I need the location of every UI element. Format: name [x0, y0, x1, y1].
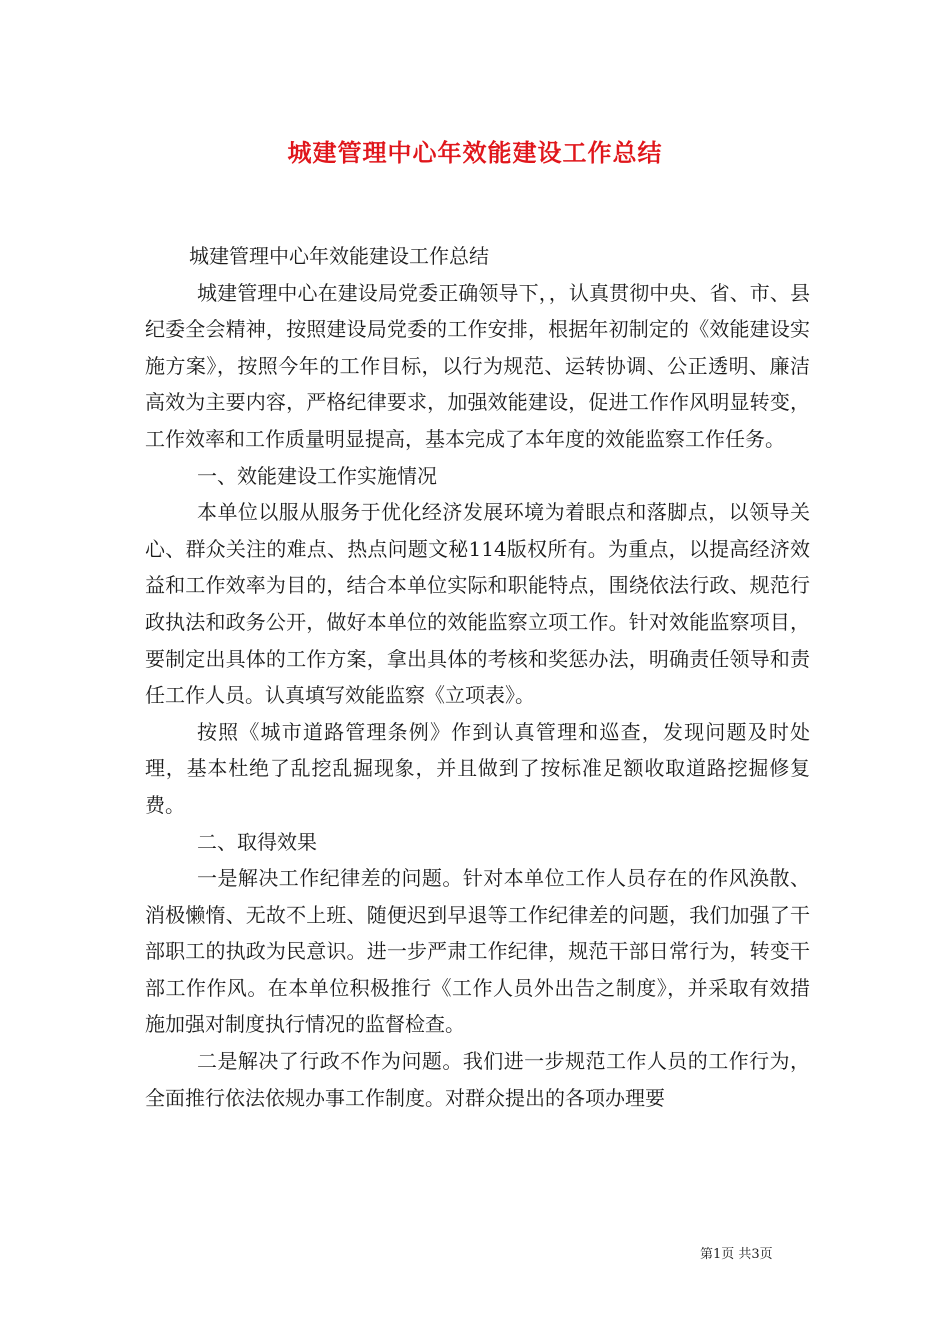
document-title: 城建管理中心年效能建设工作总结	[287, 139, 663, 167]
paragraph-intro: 城建管理中心在建设局党委正确领导下，，认真贯彻中央、省、市、县纪委全会精神，按照建设局党委的工作安排，根据年初制定的《效能建设实施方案》，按照今年的工作目标，以行为规范、运转协调、公正透明、廉洁高效为主要内容，严格纪律要求，加强效能建设，促进工作作风明显转变，工作效率和工作质量明显提高，基本完成了本年度的效能监察工作任务。	[145, 280, 810, 451]
section-heading-2: 二、取得效果	[197, 829, 317, 854]
paragraph-section-1: 本单位以服从服务于优化经济发展环境为着眼点和落脚点，以领导关心、群众关注的难点、热点问题文秘114版权所有。为重点，以提高经济效益和工作效率为目的，结合本单位实际和职能特点，围绕依法行政、规范行政执法和政务公开，做好本单位的效能监察立项工作。针对效能监察项目，要制定出具体的工作方案，拿出具体的考核和奖惩办法，明确责任领导和责任工作人员。认真填写效能监察《立项表》。	[145, 500, 810, 708]
paragraph-discipline: 一是解决工作纪律差的问题。针对本单位工作人员存在的作风涣散、消极懒惰、无故不上班、随便迟到早退等工作纪律差的问题，我们加强了干部职工的执政为民意识。进一步严肃工作纪律，规范干部日常行为，转变干部工作作风。在本单位积极推行《工作人员外出告之制度》，并采取有效措施加强对制度执行情况的监督检查。	[145, 866, 810, 1037]
document-body	[145, 238, 810, 1116]
paragraph-administration: 二是解决了行政不作为问题。我们进一步规范工作人员的工作行为，全面推行依法依规办事工作制度。对群众提出的各项办理要	[145, 1049, 810, 1110]
document-subtitle: 城建管理中心年效能建设工作总结	[189, 244, 489, 268]
page-number: 第1页 共3页	[700, 1247, 773, 1262]
section-heading-1: 一、效能建设工作实施情况	[197, 463, 437, 488]
paragraph-road-management: 按照《城市道路管理条例》作到认真管理和巡查，发现问题及时处理，基本杜绝了乱挖乱掘现象，并且做到了按标准足额收取道路挖掘修复费。	[145, 719, 810, 817]
